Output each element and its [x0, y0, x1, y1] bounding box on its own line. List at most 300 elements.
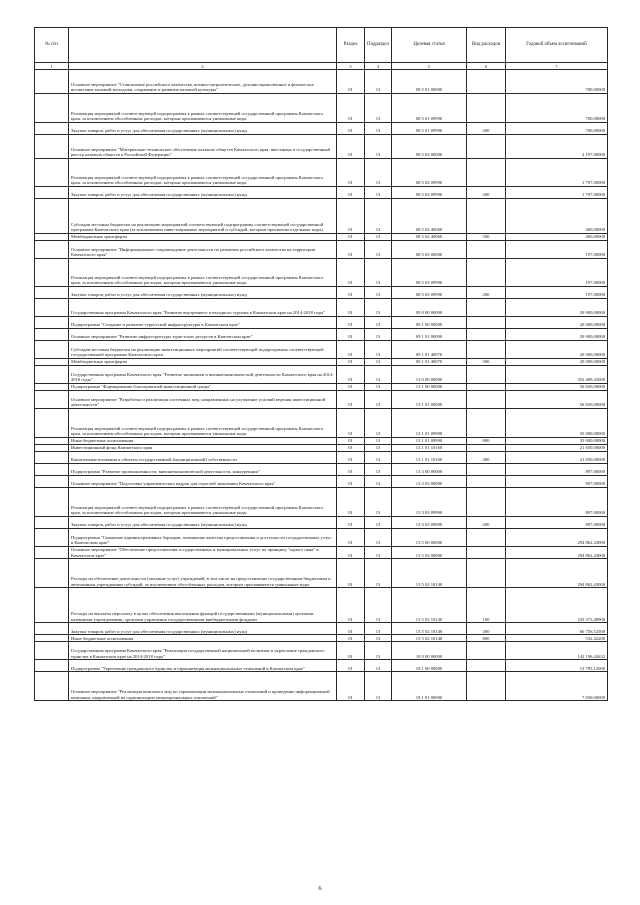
table-row	[35, 635, 608, 642]
row-section-cell: 01	[337, 476, 365, 488]
row-target-article-cell: 13 5 00 00000	[392, 529, 467, 547]
row-name-cell: Реализация мероприятий соответствующей подпрограммы в рамках соответствующей государственной программы Камчатского края, за исключением обособленных расходов, которым присваиваются уникальные коды	[69, 159, 337, 187]
row-target-article-cell: 13 0 00 00000	[392, 366, 467, 384]
table-row	[35, 187, 608, 199]
row-total-cell: 20 000,00000	[506, 341, 608, 359]
row-subsection-cell: 13	[365, 123, 392, 135]
row-section-cell: 01	[337, 123, 365, 135]
row-subsection-cell: 13	[365, 445, 392, 452]
row-target-article-cell: 08 5 01 09990	[392, 94, 467, 123]
row-total-cell: 897,00000	[506, 464, 608, 476]
row-name-cell: Реализация мероприятий соответствующей подпрограммы в рамках соответствующей государственной программы Камчатского края, за исключением обособленных расходов, которым присваиваются уникальные коды	[69, 94, 337, 123]
row-name-cell: Реализация мероприятий соответствующей подпрограммы в рамках соответствующей государственной программы Камчатского края, за исключением обособленных расходов, которым присваиваются уникальные коды	[69, 259, 337, 287]
row-number-cell	[35, 259, 69, 287]
column-number: 5	[392, 63, 467, 70]
table-row	[35, 452, 608, 464]
row-subsection-cell: 13	[365, 517, 392, 529]
row-target-article-cell: 08 5 03 09990	[392, 259, 467, 287]
row-expense-type-cell: 200	[467, 287, 506, 299]
row-name-cell: Реализация мероприятий соответствующей подпрограммы в рамках соответствующей государственной программы Камчатского края, за исключением обособленных расходов, которым присваиваются уникальные коды	[69, 488, 337, 517]
row-section-cell: 01	[337, 234, 365, 241]
row-target-article-cell: 09 1 01 00000	[392, 329, 467, 341]
row-target-article-cell: 13 1 01 10160	[392, 445, 467, 452]
row-section-cell: 01	[337, 529, 365, 547]
row-section-cell: 01	[337, 199, 365, 234]
row-subsection-cell: 13	[365, 409, 392, 438]
row-target-article-cell: 08 5 01 09990	[392, 123, 467, 135]
row-section-cell: 01	[337, 464, 365, 476]
row-total-cell: 700,00000	[506, 123, 608, 135]
row-name-cell: Инвестиционный фонд Камчатского края	[69, 445, 337, 452]
table-row	[35, 660, 608, 672]
row-name-cell: Государственная программа Камчатского края "Развитие внутреннего и въездного туризма в Камчатском крае на 2014-2018 годы"	[69, 299, 337, 317]
row-name-cell: Иные бюджетные ассигнования	[69, 635, 337, 642]
row-target-article-cell: 18 1 00 00000	[392, 660, 467, 672]
row-target-article-cell: 13 5 02 10140	[392, 559, 467, 588]
row-number-cell	[35, 445, 69, 452]
row-section-cell: 01	[337, 329, 365, 341]
row-subsection-cell: 13	[365, 199, 392, 234]
row-number-cell	[35, 329, 69, 341]
row-total-cell: 700,00000	[506, 70, 608, 94]
row-subsection-cell: 13	[365, 660, 392, 672]
row-subsection-cell: 13	[365, 359, 392, 366]
row-section-cell: 01	[337, 452, 365, 464]
table-row	[35, 559, 608, 588]
column-number-row	[35, 63, 608, 70]
row-number-cell	[35, 341, 69, 359]
table-row	[35, 517, 608, 529]
row-target-article-cell: 08 5 02 09990	[392, 159, 467, 187]
row-expense-type-cell	[467, 317, 506, 329]
header-target-article: Целевая статья	[392, 28, 467, 63]
row-subsection-cell: 13	[365, 464, 392, 476]
row-number-cell	[35, 199, 69, 234]
table-row	[35, 299, 608, 317]
row-number-cell	[35, 642, 69, 660]
row-name-cell: Основное мероприятие "Реализация комплекса мер по гармонизации межнациональных отношений и проведение информационной кампании, направленной на гармонизацию межнациональных отношений"	[69, 672, 337, 701]
row-subsection-cell: 13	[365, 366, 392, 384]
row-expense-type-cell	[467, 476, 506, 488]
row-subsection-cell: 13	[365, 559, 392, 588]
row-subsection-cell: 13	[365, 588, 392, 623]
row-name-cell: Государственная программа Камчатского края "Развитие экономики и внешнеэкономической деятельности Камчатского края на 2014-2018 годы"	[69, 366, 337, 384]
row-name-cell: Субсидии местным бюджетам на реализацию инвестиционных мероприятий соответствующей подпрограммы соответствующей государственной программы Камчатского края	[69, 341, 337, 359]
row-name-cell: Основное мероприятие "Развитие инфраструктуры туристских ресурсов в Камчатском крае"	[69, 329, 337, 341]
row-total-cell: 532,42200	[506, 635, 608, 642]
row-subsection-cell: 13	[365, 259, 392, 287]
row-subsection-cell: 13	[365, 317, 392, 329]
row-total-cell: 2 197,00000	[506, 135, 608, 159]
row-section-cell: 01	[337, 559, 365, 588]
row-expense-type-cell: 200	[467, 187, 506, 199]
table-row	[35, 341, 608, 359]
row-subsection-cell: 13	[365, 70, 392, 94]
row-total-cell: 400,00000	[506, 199, 608, 234]
row-target-article-cell: 13 1 01 00000	[392, 391, 467, 409]
row-section-cell: 01	[337, 588, 365, 623]
row-total-cell: 897,00000	[506, 517, 608, 529]
table-row	[35, 359, 608, 366]
row-total-cell: 7 030,00000	[506, 672, 608, 701]
row-total-cell: 142 196,42633	[506, 642, 608, 660]
row-expense-type-cell	[467, 409, 506, 438]
row-total-cell: 197,00000	[506, 287, 608, 299]
row-target-article-cell: 18 0 00 00000	[392, 642, 467, 660]
row-target-article-cell: 13 1 00 00000	[392, 384, 467, 391]
row-expense-type-cell	[467, 329, 506, 341]
row-expense-type-cell	[467, 159, 506, 187]
row-number-cell	[35, 123, 69, 135]
row-total-cell: 1 797,00000	[506, 159, 608, 187]
row-name-cell: Подпрограмма "Развитие промышленности, внешнеэкономической деятельности, конкуренции"	[69, 464, 337, 476]
row-total-cell: 35 000,00000	[506, 409, 608, 438]
row-total-cell: 20 000,00000	[506, 317, 608, 329]
row-number-cell	[35, 452, 69, 464]
row-expense-type-cell	[467, 488, 506, 517]
row-subsection-cell: 13	[365, 547, 392, 559]
row-expense-type-cell: 500	[467, 234, 506, 241]
row-name-cell: Субсидии местным бюджетам на реализацию мероприятий соответствующей подпрограммы соответствующей государственной программы Камчатского края (за исключением инвестиционных мероприятий и субсидий, которым присвоены отдельные коды)	[69, 199, 337, 234]
row-expense-type-cell: 200	[467, 517, 506, 529]
row-subsection-cell: 13	[365, 241, 392, 259]
table-row	[35, 476, 608, 488]
row-total-cell: 233 573,48900	[506, 588, 608, 623]
row-expense-type-cell: 200	[467, 123, 506, 135]
row-target-article-cell: 09 1 01 40070	[392, 341, 467, 359]
row-total-cell: 197,00000	[506, 241, 608, 259]
row-subsection-cell: 13	[365, 488, 392, 517]
row-section-cell: 01	[337, 159, 365, 187]
row-expense-type-cell: 800	[467, 635, 506, 642]
row-subsection-cell: 13	[365, 452, 392, 464]
row-total-cell: 60 756,52500	[506, 623, 608, 635]
row-subsection-cell: 13	[365, 135, 392, 159]
row-expense-type-cell	[467, 94, 506, 123]
row-target-article-cell: 13 1 01 09990	[392, 438, 467, 445]
column-number: 1	[35, 63, 69, 70]
row-number-cell	[35, 391, 69, 409]
row-name-cell: Подпрограмма "Формирование благоприятной инвестиционной среды"	[69, 384, 337, 391]
row-expense-type-cell	[467, 672, 506, 701]
row-name-cell: Реализация мероприятий соответствующей подпрограммы в рамках соответствующей государственной программы Камчатского края, за исключением обособленных расходов, которым присваиваются уникальные коды	[69, 409, 337, 438]
row-section-cell: 01	[337, 438, 365, 445]
table-row	[35, 438, 608, 445]
row-total-cell: 1 797,00000	[506, 187, 608, 199]
row-name-cell: Межбюджетные трансферты	[69, 234, 337, 241]
row-target-article-cell: 08 5 03 09990	[392, 287, 467, 299]
column-number: 3	[337, 63, 365, 70]
row-total-cell: 21 650,00000	[506, 452, 608, 464]
row-section-cell: 01	[337, 488, 365, 517]
row-subsection-cell: 13	[365, 529, 392, 547]
row-number-cell	[35, 187, 69, 199]
row-target-article-cell: 18 1 01 00000	[392, 672, 467, 701]
row-name-cell: Подпрограмма "Снижение административных барьеров, повышение качества предоставления и доступности государственных услуг в Камчатском крае"	[69, 529, 337, 547]
row-target-article-cell: 13 3 03 09990	[392, 517, 467, 529]
header-section: Раздел	[337, 28, 365, 63]
row-target-article-cell: 08 5 01 00000	[392, 70, 467, 94]
page-number: 6	[318, 885, 322, 892]
row-section-cell: 01	[337, 409, 365, 438]
table-row	[35, 445, 608, 452]
row-name-cell: Иные бюджетные ассигнования	[69, 438, 337, 445]
row-expense-type-cell: 400	[467, 452, 506, 464]
row-number-cell	[35, 623, 69, 635]
table-row	[35, 159, 608, 187]
row-number-cell	[35, 635, 69, 642]
row-expense-type-cell	[467, 391, 506, 409]
row-target-article-cell: 13 3 03 00000	[392, 476, 467, 488]
row-expense-type-cell	[467, 366, 506, 384]
row-name-cell: Межбюджетные трансферты	[69, 359, 337, 366]
row-target-article-cell: 13 5 02 10140	[392, 623, 467, 635]
row-expense-type-cell	[467, 135, 506, 159]
row-expense-type-cell	[467, 559, 506, 588]
row-target-article-cell: 09 1 00 00000	[392, 317, 467, 329]
table-row	[35, 623, 608, 635]
row-name-cell: Основное мероприятие "Подготовка управленческих кадров для отраслей экономики Камчатского края"	[69, 476, 337, 488]
row-total-cell: 294 862,43000	[506, 559, 608, 588]
row-expense-type-cell	[467, 70, 506, 94]
table-row	[35, 529, 608, 547]
row-total-cell: 20 000,00000	[506, 329, 608, 341]
row-expense-type-cell: 800	[467, 438, 506, 445]
header-total: Годовой объем ассигнований	[506, 28, 608, 63]
row-total-cell: 897,00000	[506, 488, 608, 517]
table-row	[35, 199, 608, 234]
row-section-cell: 01	[337, 660, 365, 672]
row-section-cell: 01	[337, 391, 365, 409]
column-number: 6	[467, 63, 506, 70]
row-subsection-cell: 13	[365, 476, 392, 488]
row-section-cell: 01	[337, 299, 365, 317]
row-expense-type-cell	[467, 464, 506, 476]
row-number-cell	[35, 529, 69, 547]
row-subsection-cell: 13	[365, 623, 392, 635]
row-expense-type-cell	[467, 341, 506, 359]
row-target-article-cell: 13 5 02 10140	[392, 635, 467, 642]
budget-table	[34, 27, 608, 701]
row-subsection-cell: 13	[365, 438, 392, 445]
row-name-cell: Государственная программа Камчатского края "Реализация государственной национальной политики и укрепление гражданского единства в Камчатском крае на 2014-2018 годы"	[69, 642, 337, 660]
row-subsection-cell: 13	[365, 187, 392, 199]
row-section-cell: 01	[337, 317, 365, 329]
row-total-cell: 897,00000	[506, 476, 608, 488]
table-row	[35, 366, 608, 384]
table-row	[35, 135, 608, 159]
table-row	[35, 488, 608, 517]
row-target-article-cell: 09 0 00 00000	[392, 299, 467, 317]
row-target-article-cell: 08 5 02 40060	[392, 199, 467, 234]
row-expense-type-cell	[467, 445, 506, 452]
row-number-cell	[35, 588, 69, 623]
column-number: 4	[365, 63, 392, 70]
row-total-cell: 56 650,00000	[506, 384, 608, 391]
row-total-cell: 294 862,43000	[506, 547, 608, 559]
row-subsection-cell: 13	[365, 635, 392, 642]
row-section-cell: 01	[337, 445, 365, 452]
table-row	[35, 259, 608, 287]
header-expense-type: Вид расходов	[467, 28, 506, 63]
row-number-cell	[35, 159, 69, 187]
row-name-cell: Закупка товаров, работ и услуг для обеспечения государственных (муниципальных) нужд	[69, 623, 337, 635]
row-total-cell: 56 650,00000	[506, 391, 608, 409]
row-target-article-cell: 13 1 01 09990	[392, 409, 467, 438]
row-total-cell: 13 783,12000	[506, 660, 608, 672]
row-number-cell	[35, 366, 69, 384]
row-section-cell: 01	[337, 366, 365, 384]
row-number-cell	[35, 476, 69, 488]
row-section-cell: 01	[337, 341, 365, 359]
row-target-article-cell: 13 5 02 00000	[392, 547, 467, 559]
row-number-cell	[35, 488, 69, 517]
row-name-cell: Расходы на выплаты персоналу в целях обеспечения выполнения функций государственными (муниципальными) органами, казенными учреждениями, органами управления государственными внебюджетными фондами	[69, 588, 337, 623]
row-section-cell: 01	[337, 517, 365, 529]
row-number-cell	[35, 547, 69, 559]
row-expense-type-cell	[467, 259, 506, 287]
table-row	[35, 241, 608, 259]
table-row	[35, 391, 608, 409]
row-target-article-cell: 13 5 02 10140	[392, 588, 467, 623]
row-target-article-cell: 13 3 00 00000	[392, 464, 467, 476]
row-subsection-cell: 13	[365, 94, 392, 123]
table-body	[35, 70, 608, 701]
row-section-cell: 01	[337, 384, 365, 391]
row-expense-type-cell	[467, 384, 506, 391]
row-number-cell	[35, 672, 69, 701]
row-number-cell	[35, 384, 69, 391]
table-row	[35, 329, 608, 341]
row-total-cell: 294 862,43000	[506, 529, 608, 547]
row-expense-type-cell	[467, 299, 506, 317]
row-target-article-cell: 08 5 02 09990	[392, 187, 467, 199]
row-expense-type-cell	[467, 660, 506, 672]
row-name-cell: Закупка товаров, работ и услуг для обеспечения государственных (муниципальных) нужд	[69, 517, 337, 529]
row-expense-type-cell	[467, 547, 506, 559]
row-number-cell	[35, 409, 69, 438]
table-row	[35, 464, 608, 476]
header-subsection: Подраздел	[365, 28, 392, 63]
table-row	[35, 94, 608, 123]
table-row	[35, 384, 608, 391]
row-name-cell: Основное мероприятие "Обеспечение предоставления государственных и муниципальных услуг по принципу "одного окна" в Камчатском крае"	[69, 547, 337, 559]
row-subsection-cell: 13	[365, 341, 392, 359]
table-row	[35, 642, 608, 660]
row-subsection-cell: 13	[365, 672, 392, 701]
table-row	[35, 547, 608, 559]
row-name-cell: Капитальные вложения в объекты государственной (муниципальной) собственности	[69, 452, 337, 464]
row-total-cell: 700,00000	[506, 94, 608, 123]
row-subsection-cell: 13	[365, 159, 392, 187]
row-section-cell: 01	[337, 642, 365, 660]
row-expense-type-cell	[467, 241, 506, 259]
row-total-cell: 20 000,00000	[506, 299, 608, 317]
row-section-cell: 01	[337, 623, 365, 635]
row-section-cell: 01	[337, 187, 365, 199]
row-expense-type-cell	[467, 642, 506, 660]
row-number-cell	[35, 464, 69, 476]
row-name-cell: Расходы на обеспечение деятельности (оказание услуг) учреждений, в том числе на предоставление государственным бюджетным и автономным учреждениям субсидий, за исключением обособленных расходов, которым присваиваются уникальные коды	[69, 559, 337, 588]
table-row	[35, 287, 608, 299]
row-target-article-cell: 08 5 02 40060	[392, 234, 467, 241]
row-name-cell: Основное мероприятие "Информационное сопровождение деятельности по развитию российского казачества на территории Камчатского края"	[69, 241, 337, 259]
row-total-cell: 352 409,43000	[506, 366, 608, 384]
row-target-article-cell: 08 5 02 00000	[392, 135, 467, 159]
row-subsection-cell: 13	[365, 329, 392, 341]
column-number: 7	[506, 63, 608, 70]
row-target-article-cell: 13 1 01 10160	[392, 452, 467, 464]
row-section-cell: 01	[337, 547, 365, 559]
row-section-cell: 01	[337, 359, 365, 366]
table-row	[35, 70, 608, 94]
row-subsection-cell: 13	[365, 384, 392, 391]
row-expense-type-cell: 200	[467, 623, 506, 635]
row-number-cell	[35, 70, 69, 94]
row-subsection-cell: 13	[365, 299, 392, 317]
table-header-row	[35, 28, 608, 63]
row-number-cell	[35, 517, 69, 529]
row-subsection-cell: 13	[365, 234, 392, 241]
row-number-cell	[35, 317, 69, 329]
row-number-cell	[35, 359, 69, 366]
row-name-cell: Закупка товаров, работ и услуг для обеспечения государственных (муниципальных) нужд	[69, 287, 337, 299]
row-name-cell: Подпрограмма "Укрепление гражданского единства и гармонизация межнациональных отношений в Камчатском крае"	[69, 660, 337, 672]
table-row	[35, 672, 608, 701]
row-name-cell: Подпрограмма "Создание и развитие туристской инфраструктуры в Камчатском крае"	[69, 317, 337, 329]
table-row	[35, 123, 608, 135]
row-total-cell: 20 000,00000	[506, 359, 608, 366]
row-number-cell	[35, 94, 69, 123]
row-expense-type-cell	[467, 529, 506, 547]
row-number-cell	[35, 241, 69, 259]
row-name-cell: Закупка товаров, работ и услуг для обеспечения государственных (муниципальных) нужд	[69, 123, 337, 135]
row-section-cell: 01	[337, 135, 365, 159]
row-target-article-cell: 08 5 03 00000	[392, 241, 467, 259]
row-name-cell: Основное мероприятие "Разработка и реализация системных мер, направленных на улучшение условий ведения инвестиционной деятельности"	[69, 391, 337, 409]
row-section-cell: 01	[337, 635, 365, 642]
row-target-article-cell: 09 1 01 40070	[392, 359, 467, 366]
row-total-cell: 197,00000	[506, 259, 608, 287]
row-expense-type-cell: 500	[467, 359, 506, 366]
table-row	[35, 409, 608, 438]
row-number-cell	[35, 135, 69, 159]
row-name-cell: Закупка товаров, работ и услуг для обеспечения государственных (муниципальных) нужд	[69, 187, 337, 199]
row-subsection-cell: 13	[365, 287, 392, 299]
row-section-cell: 01	[337, 94, 365, 123]
row-number-cell	[35, 234, 69, 241]
row-total-cell: 35 000,00000	[506, 438, 608, 445]
header-no: № п/п	[35, 28, 69, 63]
row-number-cell	[35, 660, 69, 672]
header-name	[69, 28, 337, 63]
row-subsection-cell: 13	[365, 642, 392, 660]
row-expense-type-cell: 100	[467, 588, 506, 623]
row-target-article-cell: 13 3 03 09990	[392, 488, 467, 517]
table-row	[35, 317, 608, 329]
row-section-cell: 01	[337, 241, 365, 259]
row-name-cell: Основное мероприятие "Материально-техническое обеспечение казачьих обществ Камчатского края, внесенных в государственный реестр казачьих обществ в Российской Федерации"	[69, 135, 337, 159]
row-number-cell	[35, 438, 69, 445]
budget-table-sheet	[34, 27, 607, 701]
row-number-cell	[35, 287, 69, 299]
row-number-cell	[35, 559, 69, 588]
row-expense-type-cell	[467, 199, 506, 234]
row-total-cell: 21 650,00000	[506, 445, 608, 452]
row-name-cell: Основное мероприятие "Становление российского казачества, военно-патриотическое, духовно-нравственное и физическое воспитание казачьей молодежи, сохранение и развитие казачьей культуры"	[69, 70, 337, 94]
table-row	[35, 588, 608, 623]
column-number: 2	[69, 63, 337, 70]
